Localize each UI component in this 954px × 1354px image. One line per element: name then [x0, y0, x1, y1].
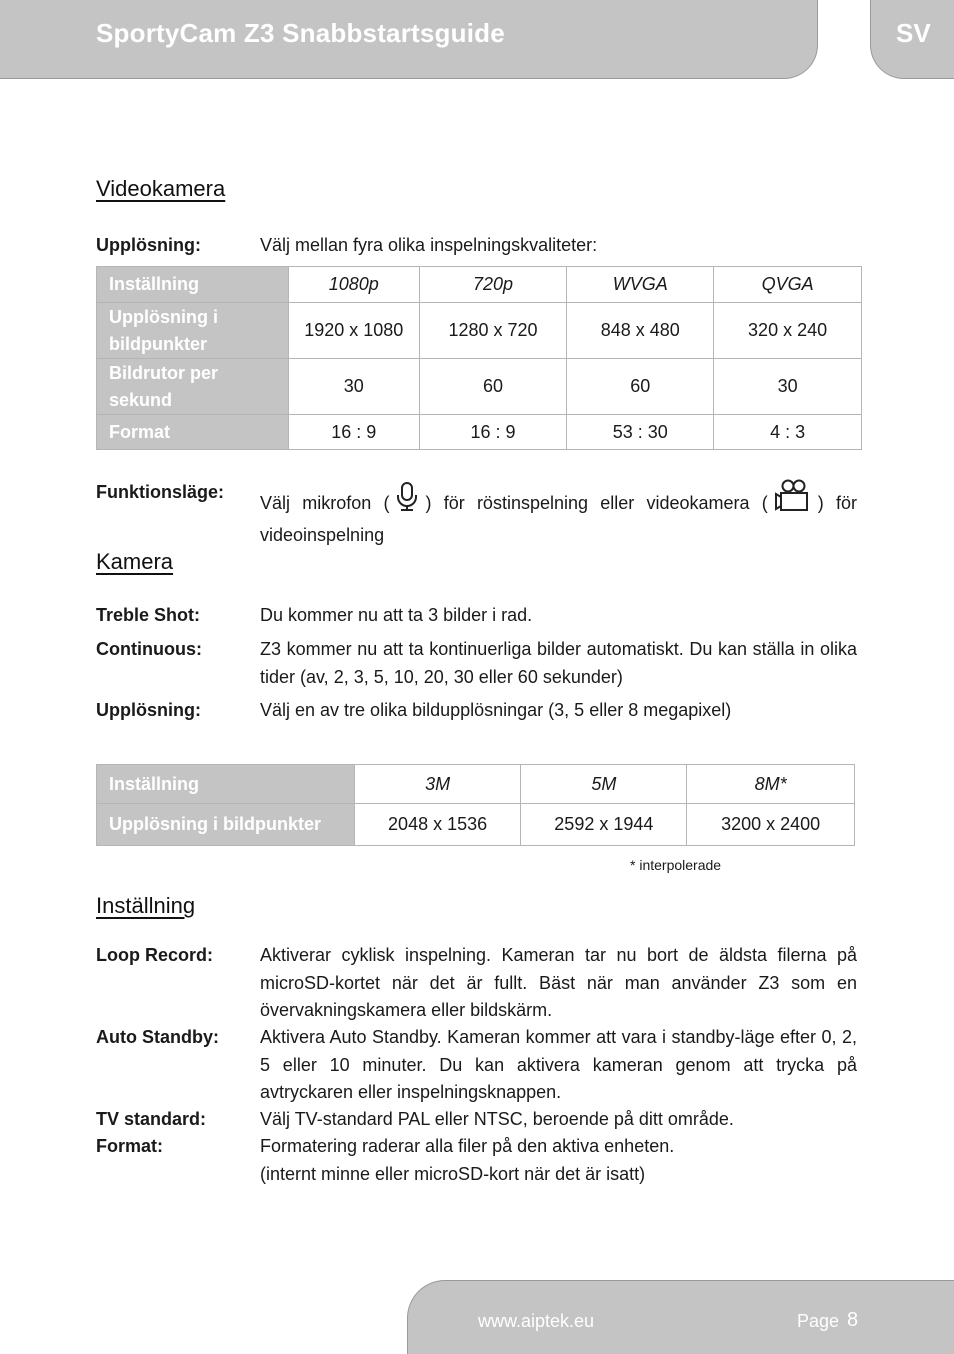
- table-cell: 8M*: [687, 765, 855, 804]
- footer-url: www.aiptek.eu: [478, 1311, 595, 1331]
- interpolation-note: * interpolerade: [630, 857, 722, 873]
- function-mode-text: Välj mikrofon ( ) för röstinspelning eller videokamera ( ) för videoinspelning: [260, 479, 857, 549]
- video-camera-icon: [774, 479, 812, 522]
- footer-banner: [407, 1280, 954, 1354]
- table-row: [97, 415, 862, 450]
- format-label: Format:: [96, 1136, 163, 1156]
- section-title-settings: Inställning: [96, 893, 196, 918]
- table-cell: 16 : 9: [288, 415, 419, 450]
- header-banner: [0, 0, 818, 79]
- table-cell: 30: [714, 359, 862, 415]
- table-cell: 720p: [419, 267, 567, 303]
- auto-standby-text: Aktivera Auto Standby. Kameran kommer att vara i standby-läge efter 0, 2, 5 eller 10 minuter. Du kan aktivera kameran genom att trycka på avtryckaren eller inspelningsknappen.: [260, 1027, 857, 1102]
- table-cell: 3200 x 2400: [687, 804, 855, 846]
- page-label: Page: [797, 1311, 840, 1331]
- table-cell: 4 : 3: [714, 415, 862, 450]
- page-number: 8: [847, 1309, 859, 1331]
- table-cell: 1920 x 1080: [288, 303, 419, 359]
- continuous-label: Continuous:: [96, 639, 202, 659]
- table-cell: QVGA: [714, 267, 862, 303]
- table-cell: 60: [567, 359, 714, 415]
- table-cell: 848 x 480: [567, 303, 714, 359]
- row-header: Inställning: [97, 765, 355, 804]
- table-cell: 1280 x 720: [419, 303, 567, 359]
- continuous-text: Z3 kommer nu att ta kontinuerliga bilder automatiskt. Du kan ställa in olika tider (av, 2, 3, 5, 10, 20, 30 eller 60 sekunder): [260, 639, 857, 687]
- table-cell: 1080p: [288, 267, 419, 303]
- row-header: Format: [97, 415, 289, 450]
- table-cell: 30: [288, 359, 419, 415]
- table-cell: 2048 x 1536: [354, 804, 521, 846]
- table-cell: 3M: [354, 765, 521, 804]
- table-cell: 5M: [521, 765, 687, 804]
- camera-resolution-table: [96, 764, 855, 846]
- treble-shot-text: Du kommer nu att ta 3 bilder i rad.: [260, 605, 533, 625]
- table-row: [97, 804, 855, 846]
- table-row: [97, 303, 862, 359]
- document-title: SportyCam Z3 Snabbstartsguide: [96, 18, 505, 48]
- loop-record-text: Aktiverar cyklisk inspelning. Kameran tar nu bort de äldsta filerna på microSD-kortet när det är fullt. Bäst när man använder Z3 som en övervakningskamera eller bildskärm.: [260, 945, 857, 1020]
- table-row: [97, 765, 855, 804]
- camera-resolution-label: Upplösning:: [96, 700, 201, 720]
- table-cell: 60: [419, 359, 567, 415]
- table-cell: 2592 x 1944: [521, 804, 687, 846]
- tv-standard-label: TV standard:: [96, 1109, 207, 1129]
- table-row: [97, 267, 862, 303]
- table-cell: WVGA: [567, 267, 714, 303]
- loop-record-label: Loop Record:: [96, 945, 213, 965]
- tv-standard-text: Välj TV-standard PAL eller NTSC, beroende på ditt område.: [260, 1109, 734, 1129]
- function-mode-label: Funktionsläge:: [96, 482, 225, 502]
- table-cell: 16 : 9: [419, 415, 567, 450]
- video-resolution-text: Välj mellan fyra olika inspelningskvaliteter:: [260, 235, 598, 255]
- microphone-icon: [395, 481, 419, 522]
- table-cell: 53 : 30: [567, 415, 714, 450]
- video-resolution-table: [96, 266, 862, 450]
- language-tab: SV: [870, 0, 954, 79]
- table-row: [97, 359, 862, 415]
- row-header: Upplösning i bildpunkter: [97, 804, 355, 846]
- section-title-camera: Kamera: [96, 549, 174, 574]
- format-text: Formatering raderar alla filer på den aktiva enheten. (internt minne eller microSD-kort när det är isatt): [260, 1136, 675, 1184]
- camera-resolution-text: Välj en av tre olika bildupplösningar (3, 5 eller 8 megapixel): [260, 700, 732, 720]
- row-header: Upplösning i bildpunkter: [97, 303, 289, 359]
- row-header: Bildrutor per sekund: [97, 359, 289, 415]
- section-title-video: Videokamera: [96, 176, 226, 201]
- table-cell: 320 x 240: [714, 303, 862, 359]
- video-resolution-label: Upplösning:: [96, 235, 201, 255]
- row-header: Inställning: [97, 267, 289, 303]
- treble-shot-label: Treble Shot:: [96, 605, 201, 625]
- auto-standby-label: Auto Standby:: [96, 1027, 219, 1047]
